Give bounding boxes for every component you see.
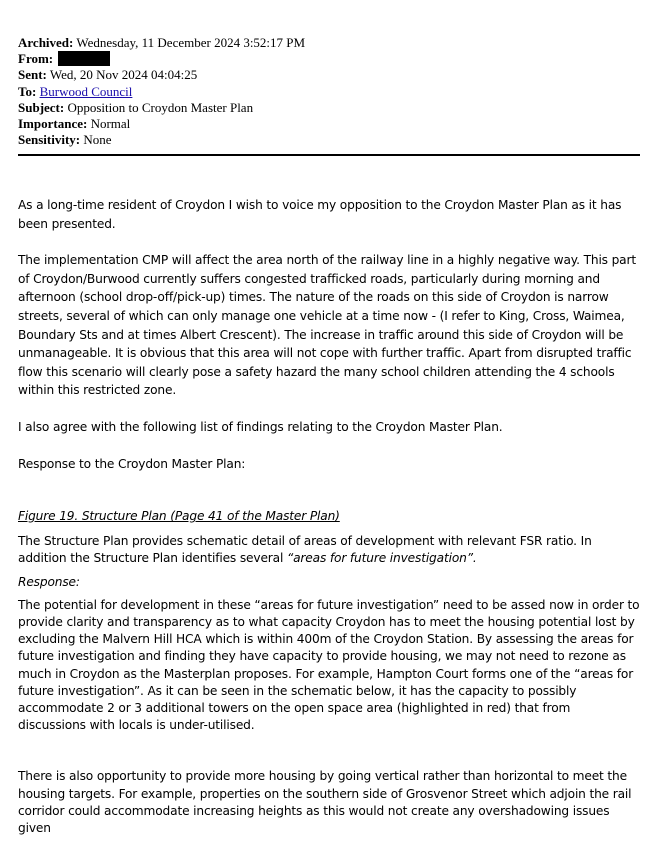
importance-label: Importance: xyxy=(18,116,88,132)
paragraph-agree: I also agree with the following list of findings relating to the Croydon Master Plan. xyxy=(18,419,503,434)
paragraph-vertical-housing: There is also opportunity to provide more housing by going vertical rather than horizontal to meet the housing targets. For example, properties on the southern side of Grosvenor Street which adjoin the rail corridor could accommodate increasing heights as this would not create any overshadowing issues given xyxy=(18,769,632,835)
subject-label: Subject: xyxy=(18,99,65,115)
sensitivity-label: Sensitivity: xyxy=(18,132,81,148)
response-label: Response: xyxy=(18,575,80,590)
email-body xyxy=(18,196,640,837)
paragraph-future-investigation: The potential for development in these “areas for future investigation” need to be assed now in order to provide clarity and transparency as to what capacity Croydon has to meet the housing potential lost by excluding the Malvern Hill HCA which is within 400m of the Croydon Station. By assessing the areas for future investigation and finding they have capacity to provide housing, we may not need to rezone as much in Croydon as the Masterplan proposes. For example, Hampton Court forms one of the “areas for future investigation”. As it can be seen in the schematic below, it has the capacity to possibly accommodate 2 or 3 additional towers on the open space area (highlighted in red) that from discussions with locals is under-utilised. xyxy=(18,597,640,733)
subject-row xyxy=(18,100,638,116)
sensitivity-row xyxy=(18,132,638,148)
to-recipient-link[interactable]: Burwood Council xyxy=(39,83,133,99)
paragraph-structure-plan xyxy=(18,533,640,567)
paragraph-intro: As a long-time resident of Croydon I wish to voice my opposition to the Croydon Master Plan as it has been presented. xyxy=(18,198,622,231)
paragraph-response-heading: Response to the Croydon Master Plan: xyxy=(18,456,246,471)
to-row xyxy=(18,84,638,100)
to-label: To: xyxy=(18,83,37,99)
archived-row xyxy=(18,35,638,51)
structure-plan-italic: “areas for future investigation”. xyxy=(286,550,477,565)
subject-value: Opposition to Croydon Master Plan xyxy=(67,99,254,115)
archived-label: Archived: xyxy=(18,35,74,50)
sensitivity-value: None xyxy=(83,132,112,148)
figure-heading: Figure 19. Structure Plan (Page 41 of the Master Plan) xyxy=(18,509,340,524)
header-divider xyxy=(18,154,640,156)
sent-label: Sent: xyxy=(18,67,47,83)
email-header xyxy=(18,35,638,148)
from-label: From: xyxy=(18,51,54,67)
importance-row xyxy=(18,116,638,132)
archived-value: Wednesday, 11 December 2024 3:52:17 PM xyxy=(76,35,306,50)
importance-value: Normal xyxy=(90,116,131,132)
sent-row xyxy=(18,67,638,83)
sent-value: Wed, 20 Nov 2024 04:04:25 xyxy=(49,67,198,83)
paragraph-traffic: The implementation CMP will affect the area north of the railway line in a highly negative way. This part of Croydon/Burwood currently suffers congested trafficked roads, particularly during morning and afternoon (school drop-off/pick-up) times. The nature of the roads on this side of Croydon is narrow streets, several of which can only manage one vehicle at a time now - (I refer to King, Cross, Waimea, Boundary Sts and at times Albert Crescent). The increase in traffic around this side of Croydon will be unmanageable. It is obvious that this area will not cope with further traffic. Apart from disrupted traffic flow this scenario will clearly pose a safety hazard the many school children attending the 4 schools within this restricted zone. xyxy=(18,253,636,398)
from-row xyxy=(18,51,638,67)
redacted-sender xyxy=(58,51,110,66)
structure-plan-text: The Structure Plan provides schematic detail of areas of development with relevant FSR ratio. In addition the Structure Plan identifies several xyxy=(18,533,592,565)
